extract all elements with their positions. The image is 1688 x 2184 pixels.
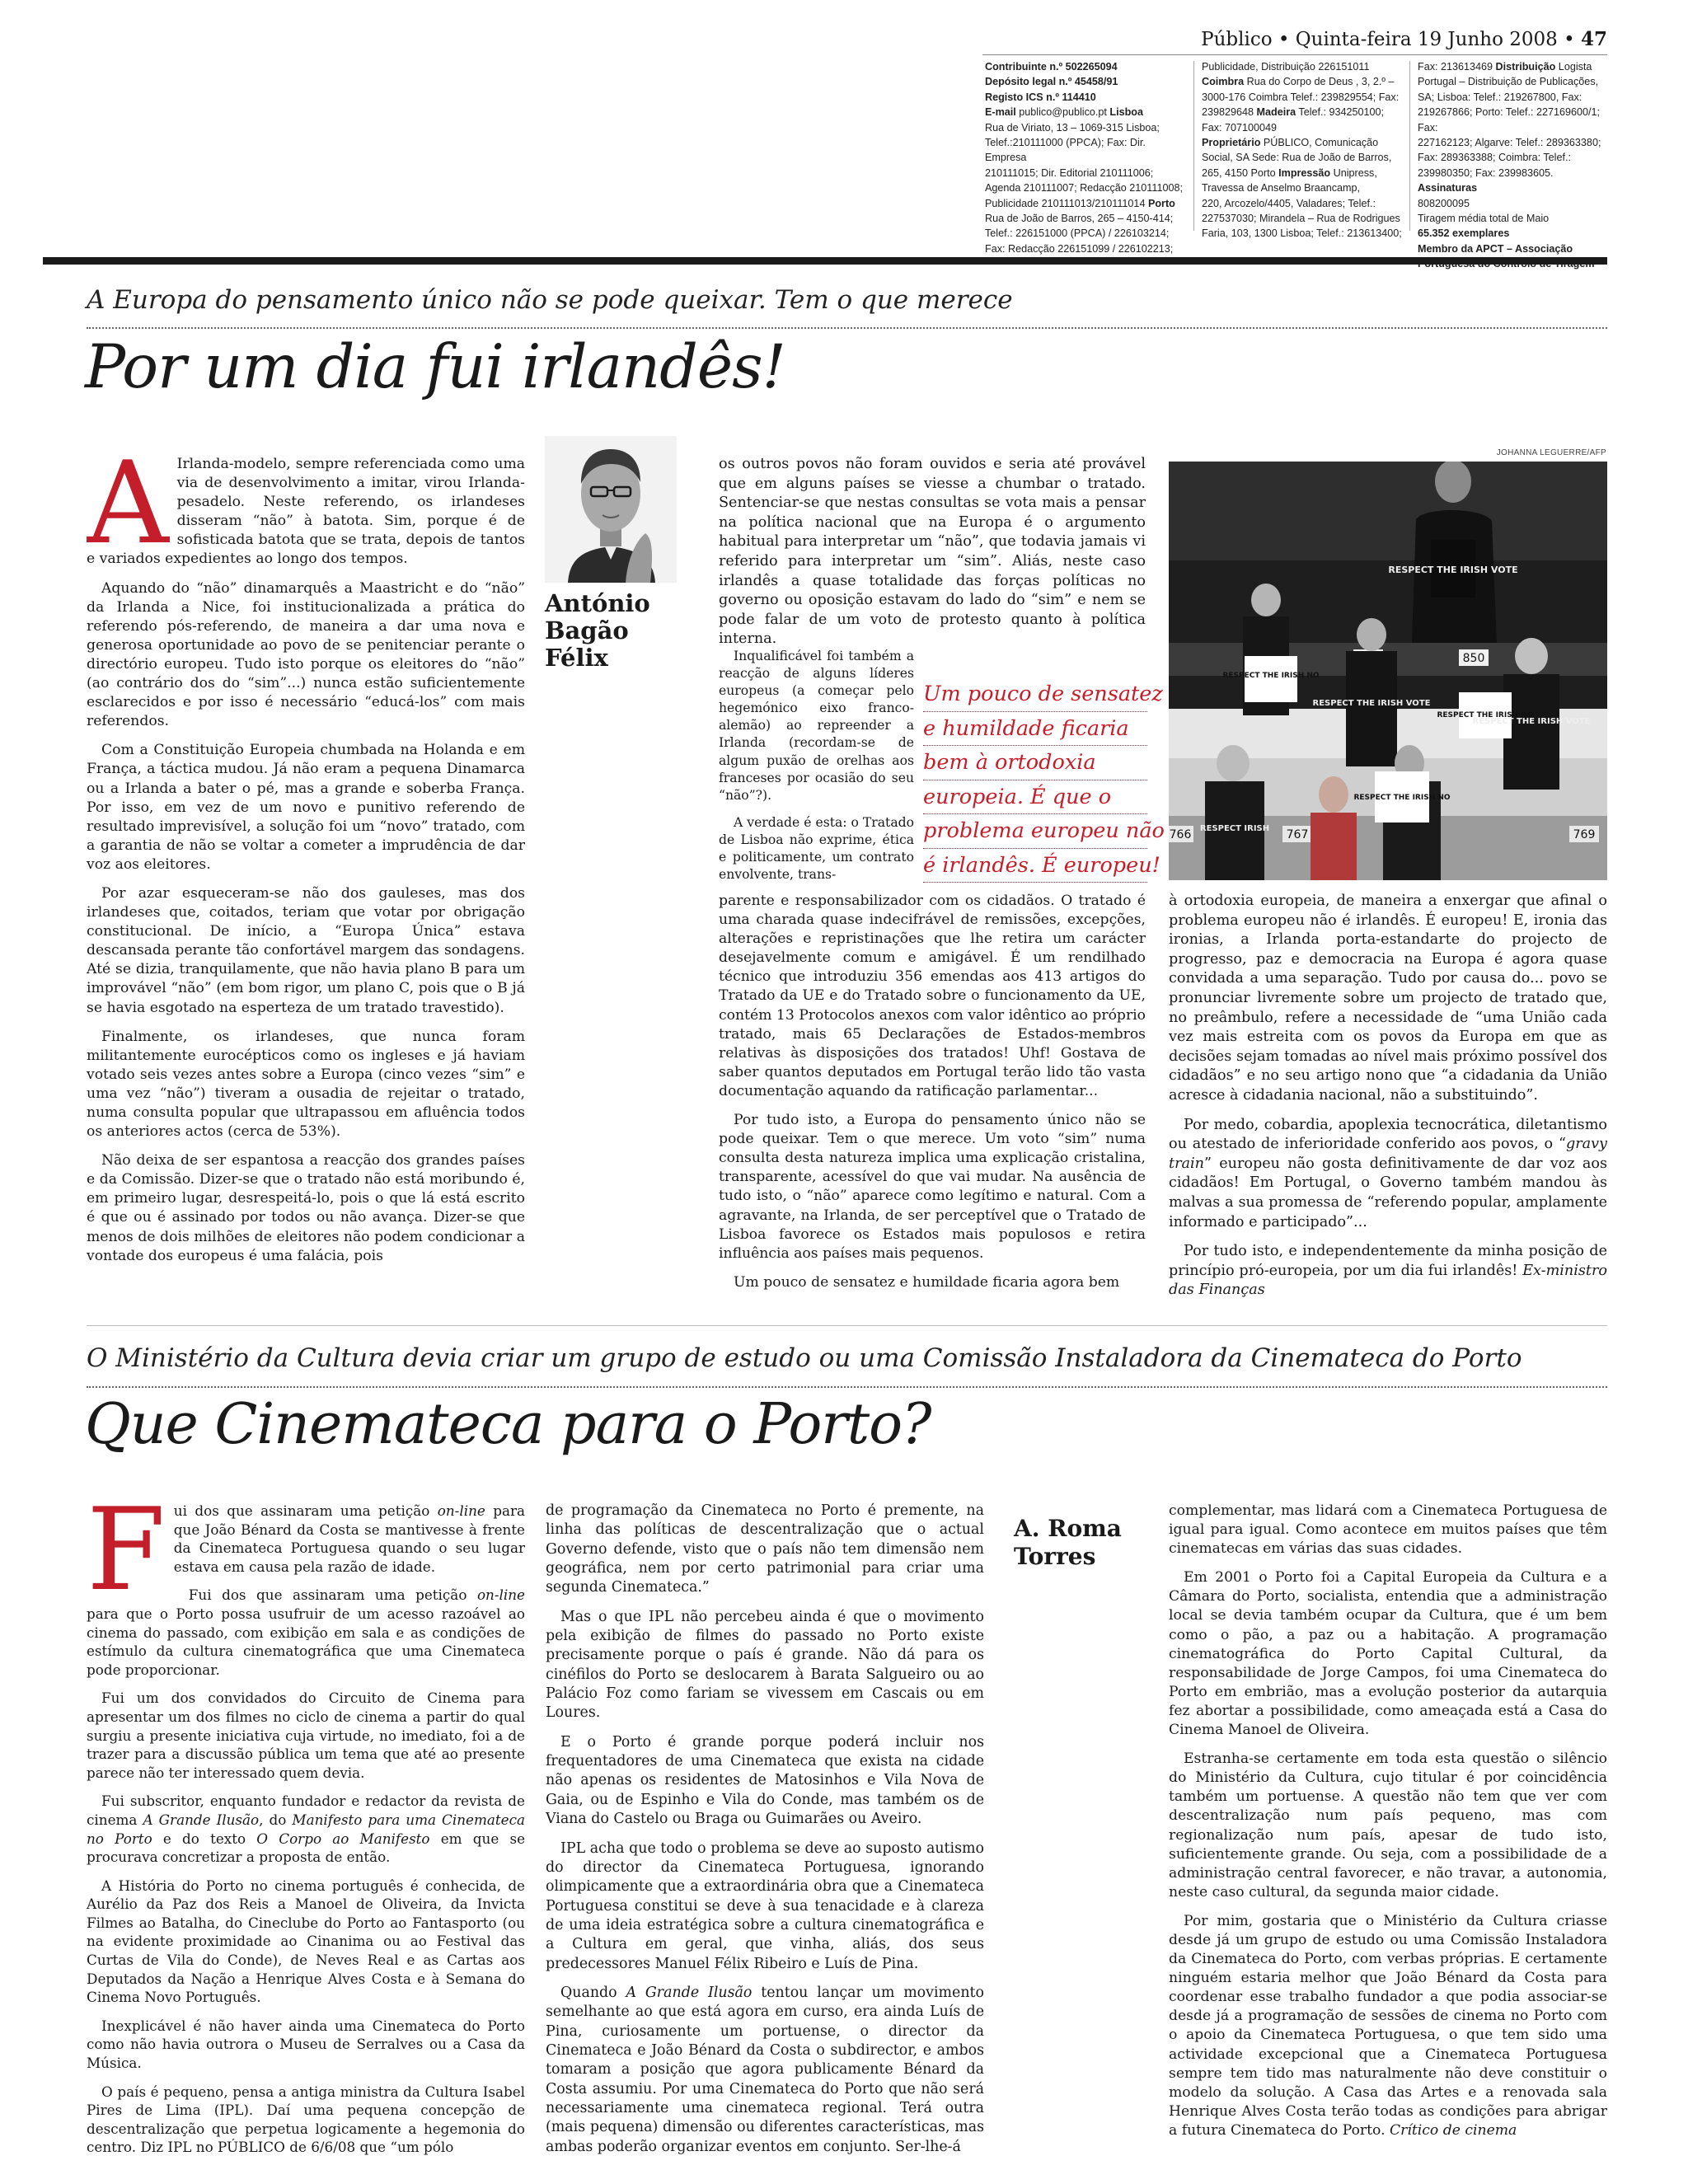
folio-bullet: • [1564, 29, 1575, 50]
protest-photo [1169, 462, 1607, 880]
author-name-line: Bagão [545, 616, 629, 644]
tshirt-text: RESPECT THE IRISH VOTE [1312, 699, 1431, 708]
article2-headline: Que Cinemateca para o Porto? [85, 1392, 931, 1457]
pullquote-line: problema europeu não [923, 814, 1147, 849]
seat-number: 769 [1573, 828, 1596, 841]
page-folio [1201, 28, 1607, 50]
masthead-separator [1193, 61, 1194, 231]
masthead-separator [1409, 61, 1410, 231]
article1-body-column-3: à ortodoxia europeia, de maneira a enxergar que afinal o problema europeu não é irlandês. É europeu! E, ironia das ironias, a Irlanda porta-estandarte do projecto de progresso, paz e democracia na Europa é agora quase convidada a uma separação. Tudo por causa do... povo se pronunciar livremente sobre um projecto de tratado que, no preâmbulo, refere a necessidade de “uma União cada vez mais estreita com os povos da Europa em que as decisões sejam tomadas ao nível mais próximo possível dos cidadãos” e no seu artigo nono que “a cidadania da União acresce à cidadania nacional, não a substituindo”. Por medo, cobardia, apoplexia tecnocrática, diletantismo ou atestado de inferioridade conferido aos povos, o “gravy train” europeu não gosta definitivamente de dar voz aos cidadãos! Em Portugal, o Governo também mandou às malvas a sua promessa de “referendo popular, amplamente informado e participado”... Por tudo isto, e independentemente da minha posição de princípio pró-europeia, por um dia fui irlandês! Ex-ministro das Finanças [1169, 893, 1607, 1299]
publication-name: Público [1201, 29, 1273, 50]
article2-body-column-2: de programação da Cinemateca no Porto é premente, na linha das políticas de descentralização que o actual Governo defende, visto que o país não tem dimensão nem geográfica, nem por certo patrimonial para criar uma segunda Cinemateca.” Mas o que IPL não percebeu ainda é que o movimento pela exibição de filmes do passado no Porto existe precisamente porque o país é grande. Não dá para os cinéfilos do Porto se deslocarem à Barata Salgueiro ou ao Palácio Foz como fariam se vivessem em Cascais ou em Loures. E o Porto é grande porque poderá incluir nos frequentadores de uma Cinemateca que exista na cidade não apenas os residentes de Matosinhos e Vila Nova de Gaia, ou de Espinho e Vila do Conde, mas também os de Viana do Castelo ou Braga ou Guimarães ou Aveiro. IPL acha que todo o problema se deve ao suposto autismo do director da Cinemateca Portuguesa, ignorando olimpicamente que a extraordinária obra que a Cinemateca Portuguesa constitui se deve à sua tenacidade e à clareza de uma ideia estratégica sobre a cultura cinematográfica e a Cultura em geral, que vinha, aliás, dos seus predecessores Manuel Félix Ribeiro e Luís de Pina. Quando A Grande Ilusão tentou lançar um movimento semelhante ao que está agora em curso, era ainda Luís de Pina, curiosamente um portuense, o director da Cinemateca e João Bénard da Costa o subdirector, e ambos tomaram a posição que agora publicamente Bénard da Costa assumiu. Por uma Cinemateca do Porto que não será necessariamente uma cinemateca regional. Terá outra (mais pequena) dimensão ou diferentes características, mas ambas poderão organizar eventos em conjunto. Ser-lhe-á [546, 1502, 984, 2155]
header-rule [982, 54, 1607, 55]
article2-kicker: O Ministério da Cultura devia criar um grupo de estudo ou uma Comissão Instaladora da Cinemateca do Porto [87, 1343, 1522, 1373]
pullquote-line: e humildade ficaria [923, 712, 1147, 747]
masthead-info-column-3: Fax: 213613469 Distribuição Logista Portugal – Distribuição de Publicações, SA; Lisboa: Telef.: 219267800, Fax: 219267866; Porto: Telef.: 227169600/1; Fax: 227162123; Algarve: Telef.: 289363380; Fax: 289363388; Coimbra: Telef.: 239980350; Fax: 239983605. Assinaturas 808200095 Tiragem média total de Maio 65.352 exemplares Membro da APCT – Associação [1418, 61, 1601, 255]
author-photo [545, 436, 677, 583]
article2-body-column-1: Fui dos que assinaram uma petição on-line para que João Bénard da Costa se mantivesse à frente da Cinemateca Portuguesa quando o seu lugar estava em causa pela razão de idade. Fui dos que assinaram uma petição on-line para que o Porto possa usufruir de um acesso razoável ao cinema do passado, com exibição em sala e as condições de estímulo da cultura cinematográfica que uma Cinemateca pode proporcionar. Fui um dos convidados do Circuito de Cinema para apresentar um dos filmes no ciclo de cinema a partir do qual surgiu a presente iniciativa cuja virtude, no imediato, foi a de trazer para a discussão pública um tema que até ao presente parece não ter interessado quem devia. Fui subscritor, enquanto fundador e redactor da revista de cinema A Grande Ilusão, do Manifesto para uma Cinemateca no Porto e do texto O Corpo ao Manifesto em que se procurava concretizar a proposta de então. A História do Porto no cinema português é conhecida, de Aurélio da Paz dos Reis a Manoel de Oliveira, da Invicta Filmes ao Batalha, do Cineclube do Porto ao Fantasporto (ou na evidente proximidade ao Cinanima ou ao Festival das Curtas de Vila do Conde), de Neves Real e as Cartas aos Deputados da Nação a Henrique Alves Costa e à Semana do Cinema Novo Português. Inexplicável é não haver ainda uma Cinemateca do Porto como não havia outrora o Museu de Serralves ou a Casa da Música. O país é pequeno, pensa a antiga ministra da Cultura Isabel Pires de Lima (IPL). Daí uma pequena concepção de descentralização que perpetua logicamente a hegemonia do centro. Diz IPL no PÚBLICO de 6/6/08 que “um pólo [87, 1502, 525, 2156]
author-name-line: Félix [545, 644, 608, 672]
photo-credit: JOHANNA LEGUERRE/AFP [1496, 448, 1606, 457]
section-top-bar [43, 257, 1607, 265]
author-name-line: António [545, 589, 650, 617]
article1-body-column-1: A Irlanda-modelo, sempre referenciada como uma via de desenvolvimento a imitar, virou Irlanda-pesadelo. Neste referendo, os irlandeses disseram “não” à batota. Sim, porque é de sofisticada batota que se trata, depois de tantos e variados expedientes ao longo dos tempos. Aquando do “não” dinamarquês a Maastricht e do “não” da Irlanda a Nice, foi institucionalizada a prática do referendo pós-referendo, de maneira a dar uma nova e generosa oportunidade ao povo de se penitenciar perante o directório europeu. Tudo isto porque os eleitores do “não” (ao contrário dos do “sim”...) nunca estão suficientemente esclarecidos e por isso é necessário “educá-los” com mais referendos. Com a Constituição Europeia chumbada na Holanda e em França, a táctica mudou. Já não eram a pequena Dinamarca ou a Irlanda a bater o pé, mas a grande e soberba França. Por isso, em vez de um novo e punitivo referendo de resultado imprevisível, a solução foi um “novo” tratado, com a garantia de não se voltar a cometer a imprudência de dar voz aos eleitores. Por azar esqueceram-se não dos gauleses, mas dos irlandeses que, coitados, teriam que votar por obrigação constitucional. De início, a “Europa Única” estava descansada perante tão confortável margem das sondagens. Até se dizia, tranquilamente, que não havia plano B para um improvável “não” (em bom rigor, um plano C, pois que o B já se havia esgotado na esperteza de um tratado travestido). Finalmente, os irlandeses, que nunca foram militantemente eurocépticos como os ingleses e já haviam votado seis vezes antes sobre a Europa (cinco vezes “sim” e uma vez “não”) tiveram a ousadia de rejeitar o tratado, numa consulta popular que ultrapassou em afluência todos os anteriores actos (cerca de 53%). Não deixa de ser espantosa a reacção dos grandes países e da Comissão. Dizer-se que o tratado não está moribundo é, em primeiro lugar, desrespeitá-lo, pois o que lá está escrito é que ou é assinado por todos ou não avança. Dizer-se que menos de dois milhões de eleitores não podem condicionar a vontade dos europeus é uma falácia, pois [87, 455, 525, 1264]
tshirt-text: RESPECT THE IRISH VOTE [1472, 717, 1591, 726]
placard-text: RESPECT THE IRISH NO [1222, 672, 1320, 680]
masthead-info-column-2: Publicidade, Distribuição 226151011 Coimbra Rua do Corpo de Deus , 3, 2.º – 3000-176 Coimbra Telef.: 239829554; Fax: 239829648 Madeira Telef.: 934250100; Fax: 707100049 Proprietário PÚBLICO, Comunicação Social, SA Sede: Rua de João de Barros, 265, 4150 Porto Impressão Unipress, Travessa de Anselmo Braancamp, 220, Arcozelo/4405, Valadares; Telef.: 227537030; Mirandela – Rua de Rodrigues Faria, 103, 1300 Lisboa; Telef.: 213613400; [1202, 61, 1402, 240]
masthead-info-column-1: Contribuinte n.º 502265094 Depósito legal n.º 45458/91 Registo ICS n.º 114410 E-mail publico@publico.pt Lisboa Rua de Viriato, 13 – 1069-315 Lisboa; Telef.:210111000 (PPCA); Fax: Dir. Empresa 210111015; Dir. Editorial 210111006; Agenda 210111007; Redacção 210111008; Publicidade 210111013/210111014 Porto Rua de João de Barros, 265 – 4150-414; Telef.: 226151000 (PPCA) / 226103214; Fax: Redacção 226151099 / 226102213; [985, 61, 1183, 255]
publication-date: Quinta-feira 19 Junho 2008 [1295, 29, 1558, 50]
seat-number: 767 [1286, 828, 1309, 841]
author-name-line: A. Roma [1014, 1515, 1122, 1542]
article1-author [545, 590, 650, 672]
article1-body-column-2-top: os outros povos não foram ouvidos e seria até provável que em alguns países se viesse a chumbar o tratado. Sentenciar-se que nestas consultas se vota mais a pensar na política nacional que na Europa é o argumento habitual para interpretar um “não”, que todavia jamais vi referido para interpretar um “sim”. Aliás, neste caso irlandês a quase totalidade das forças políticas no governo ou oposição estavam do lado do “sim” e nem se pode falar de um voto de protesto quanto à política interna. [719, 456, 1146, 648]
article1-pullquote [923, 677, 1165, 883]
tshirt-text: RESPECT THE IRISH VOTE [1388, 565, 1518, 575]
article1-kicker: A Europa do pensamento único não se pode queixar. Tem o que merece [87, 285, 1013, 315]
pullquote-line: Um pouco de sensatez [923, 677, 1147, 712]
page-number: 47 [1580, 28, 1607, 50]
article1-headline: Por um dia fui irlandês! [85, 332, 785, 402]
pullquote-line: bem à ortodoxia [923, 746, 1147, 780]
article2-author [1014, 1515, 1122, 1571]
seat-number: 850 [1462, 652, 1485, 665]
placard-text: RESPECT THE IRISH NO [1437, 711, 1534, 719]
pullquote-line: é irlandês. É europeu! [923, 849, 1147, 883]
article-divider [87, 1325, 1607, 1326]
seat-number: 766 [1169, 828, 1192, 841]
author-name-line: Torres [1014, 1543, 1096, 1570]
article2-body-column-3: complementar, mas lidará com a Cinemateca Portuguesa de igual para igual. Como acontece em muitos países que têm cinematecas em várias das suas cidades. Em 2001 o Porto foi a Capital Europeia da Cultura e a Câmara do Porto, socialista, entendia que a administração local se devia também ocupar da Cultura, que é um bem como o pão, a paz ou a habitação. A programação cinematográfica do Porto Capital Cultural, da responsabilidade de Jorge Campos, foi uma Cinemateca do Porto em embrião, mas a evolução posterior da autarquia fez abortar a possibilidade, como ameaçada está a Casa do Cinema Manoel de Oliveira. Estranha-se certamente em toda esta questão o silêncio do Ministério da Cultura, cujo titular é por coincidência também um portuense. A questão não tem que ver com descentralização num país pequeno, mas com regionalização num país, apesar de tudo isto, suficientemente grande. Ou seja, com a possibilidade de a administração central favorecer, e não travar, a autonomia, neste caso cultural, da segunda maior cidade. Por mim, gostaria que o Ministério da Cultura criasse desde já um grupo de estudo ou uma Comissão Instaladora da Cinemateca do Porto, com verbas próprias. E certamente ninguém estaria melhor que João Bénard da Costa para coordenar esse trabalho fundador a que podia associar-se desde já a programação de sessões de cinema no Porto com o apoio da Cinemateca Portuguesa, o que tem sido uma actividade excepcional que a Cinemateca Portuguesa sempre tem tido mas naturalmente não deve constituir o modelo da solução. A Casa das Artes e a renovada sala Henrique Alves Costa terão todas as condições para abrigar a futura Cinemateca do Porto. Crítico de cinema [1169, 1502, 1607, 2139]
placard-text: RESPECT THE IRISH NO [1353, 794, 1451, 802]
tshirt-text: RESPECT IRISH [1199, 824, 1270, 833]
article1-body-column-2-middle: Inqualificável foi também a reacção de alguns líderes europeus (a começar pelo hegemónico eixo franco-alemão) ao repreender a Irlanda (recordam-se de algum puxão de orelhas aos franceses por ocasião do seu “não”?). A verdade é esta: o Tratado de Lisboa não exprime, ética e politicamente, um contrato envolvente, trans- [719, 649, 914, 883]
pullquote-line: europeia. É que o [923, 780, 1147, 815]
article1-body-column-2-bottom: parente e responsabilizador com os cidadãos. O tratado é uma charada quase indecifrável de remissões, excepções, alterações e repristinações que lhe retira um carácter desejavelmente comum e amigável. É um rendilhado técnico que introduziu 356 emendas aos 413 artigos do Tratado da UE e do Tratado sobre o funcionamento da UE, contém 13 Protocolos anexos com valor idêntico ao próprio tratado, mais 65 Declarações de Estados-membros relativas às disposições dos tratados! Uhf! Gostava de saber quantos deputados em Portugal terão lido tão vasta documentação aquando da ratificação parlamentar... Por tudo isto, a Europa do pensamento único não se pode queixar. Tem o que merece. Um voto “sim” numa consulta desta natureza implica uma explicação cristalina, transparente, acessível do que vai mudar. Na ausência de tudo isto, o “não” aparece como legítimo e natural. Com a agravante, na Irlanda, de ser perceptível que o Tratado de Lisboa favorece os Estados mais populosos e retira influência aos países mais pequenos. Um pouco de sensatez e humildade ficaria agora bem [719, 893, 1146, 1291]
folio-bullet: • [1278, 29, 1290, 50]
